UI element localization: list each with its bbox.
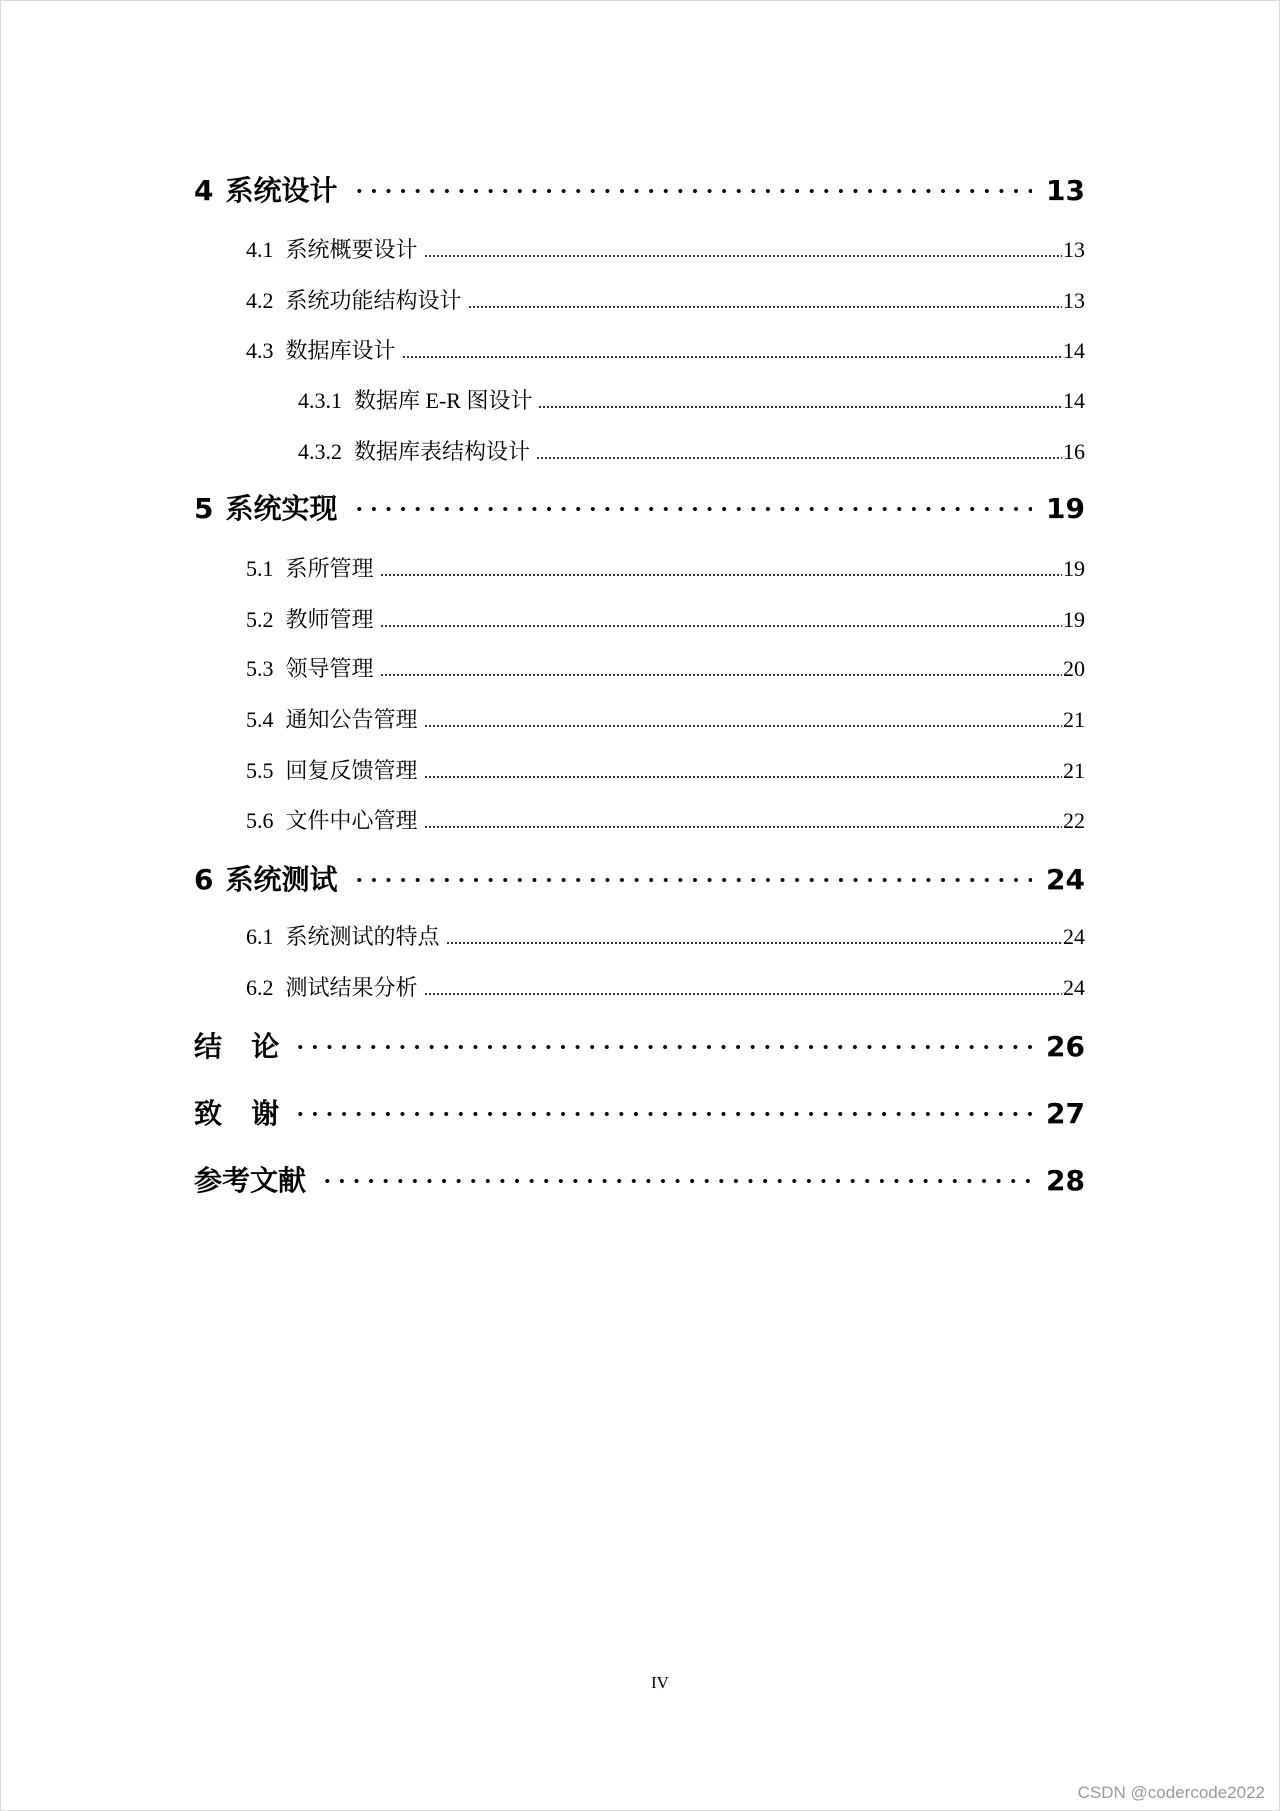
- dot-leader: [320, 1179, 1032, 1183]
- toc-entry[interactable]: [246, 552, 1085, 582]
- dot-leader: [424, 255, 1062, 257]
- page-number: IV: [651, 1673, 669, 1692]
- toc-entry-number: 5.5: [246, 758, 274, 783]
- toc-entry-page: 20: [1063, 656, 1085, 681]
- toc-entry-title: 系统概要设计: [285, 237, 418, 262]
- dot-leader: [424, 776, 1062, 778]
- toc-entry-number: 4.3: [246, 338, 274, 363]
- toc-entry[interactable]: [246, 334, 1085, 364]
- toc-entry-page: 19: [1063, 607, 1085, 632]
- toc-entry-page: 13: [1046, 174, 1085, 207]
- dot-leader: [468, 306, 1062, 308]
- toc-entry-title: 系统设计: [225, 174, 338, 207]
- toc-entry-title: 文件中心管理: [285, 808, 418, 833]
- toc-entry[interactable]: [246, 233, 1085, 263]
- toc-entry[interactable]: [246, 971, 1085, 1001]
- toc-entry-title: 回复反馈管理: [285, 758, 418, 783]
- toc-entry[interactable]: [246, 703, 1085, 733]
- toc-entry-number: 4.3.1: [298, 388, 342, 413]
- toc-entry-number: 5.6: [246, 808, 274, 833]
- toc-entry-page: 26: [1046, 1030, 1085, 1063]
- toc-entry-page: 14: [1063, 388, 1085, 413]
- toc-entry-page: 24: [1063, 924, 1085, 949]
- toc-entry[interactable]: [246, 754, 1085, 784]
- toc-entry-number: 5.2: [246, 607, 274, 632]
- toc-entry[interactable]: [194, 169, 1085, 209]
- dot-leader: [538, 406, 1062, 408]
- toc-entry-title: 系统实现: [225, 492, 338, 525]
- toc-entry-title: 结 论: [194, 1030, 280, 1063]
- toc-entry-title: 数据库 E-R 图设计: [354, 388, 533, 413]
- toc-entry-number: 6: [194, 863, 214, 896]
- toc-entry-title: 测试结果分析: [285, 975, 418, 1000]
- dot-leader: [536, 457, 1062, 459]
- toc-entry-page: 27: [1046, 1097, 1085, 1130]
- toc-entry-number: 5.3: [246, 656, 274, 681]
- toc-entry-page: 28: [1046, 1164, 1085, 1197]
- toc-entry-page: 22: [1063, 808, 1085, 833]
- toc-entry-page: 16: [1063, 439, 1085, 464]
- toc-entry-title: 致 谢: [194, 1097, 280, 1130]
- dot-leader: [380, 674, 1062, 676]
- toc-entry-page: 21: [1063, 758, 1085, 783]
- toc-entry[interactable]: [246, 603, 1085, 633]
- dot-leader: [352, 189, 1033, 193]
- toc-entry[interactable]: [194, 1159, 1085, 1199]
- toc-entry-page: 24: [1063, 975, 1085, 1000]
- toc-entry-title: 系统测试的特点: [285, 924, 440, 949]
- dot-leader: [446, 942, 1062, 944]
- toc-entry[interactable]: [298, 435, 1085, 465]
- toc-entry-title: 系统功能结构设计: [285, 288, 462, 313]
- toc-entry-title: 数据库设计: [285, 338, 396, 363]
- dot-leader: [352, 507, 1033, 511]
- toc-entry[interactable]: [246, 804, 1085, 834]
- toc-entry[interactable]: [194, 487, 1085, 527]
- toc-entry-title: 系统测试: [225, 863, 338, 896]
- dot-leader: [402, 356, 1062, 358]
- toc-entry-title: 数据库表结构设计: [354, 439, 531, 464]
- toc-entry-number: 5.4: [246, 707, 274, 732]
- toc-entry-number: 6.1: [246, 924, 274, 949]
- toc-entry[interactable]: [194, 1025, 1085, 1065]
- dot-leader: [424, 826, 1062, 828]
- toc-entry-number: 5.1: [246, 556, 274, 581]
- toc-entry[interactable]: [194, 858, 1085, 898]
- dot-leader: [424, 993, 1062, 995]
- toc-entry[interactable]: [246, 652, 1085, 682]
- toc-entry-title: 领导管理: [285, 656, 374, 681]
- toc-entry-page: 13: [1063, 288, 1085, 313]
- toc-entry-number: 4.1: [246, 237, 274, 262]
- dot-leader: [424, 725, 1062, 727]
- toc-entry[interactable]: [246, 284, 1085, 314]
- toc-entry-number: 4.2: [246, 288, 274, 313]
- toc-entry-page: 19: [1063, 556, 1085, 581]
- toc-entry-title: 通知公告管理: [285, 707, 418, 732]
- dot-leader: [293, 1045, 1032, 1049]
- toc-entry[interactable]: [298, 384, 1085, 414]
- toc-entry-number: 6.2: [246, 975, 274, 1000]
- dot-leader: [380, 625, 1062, 627]
- toc-entry-title: 系所管理: [285, 556, 374, 581]
- toc-entry-page: 21: [1063, 707, 1085, 732]
- toc-entry[interactable]: [246, 920, 1085, 950]
- toc-entry-title: 参考文献: [194, 1164, 307, 1197]
- toc-entry-number: 4: [194, 174, 214, 207]
- toc-entry-page: 19: [1046, 492, 1085, 525]
- toc-entry-page: 13: [1063, 237, 1085, 262]
- toc-entry-page: 14: [1063, 338, 1085, 363]
- watermark: CSDN @codercode2022: [1077, 1783, 1265, 1802]
- toc-entry-page: 24: [1046, 863, 1085, 896]
- toc-entry-number: 5: [194, 492, 214, 525]
- dot-leader: [293, 1112, 1032, 1116]
- dot-leader: [380, 574, 1062, 576]
- toc-entry[interactable]: [194, 1092, 1085, 1132]
- toc-entry-number: 4.3.2: [298, 439, 342, 464]
- dot-leader: [352, 878, 1033, 882]
- toc-entry-title: 教师管理: [285, 607, 374, 632]
